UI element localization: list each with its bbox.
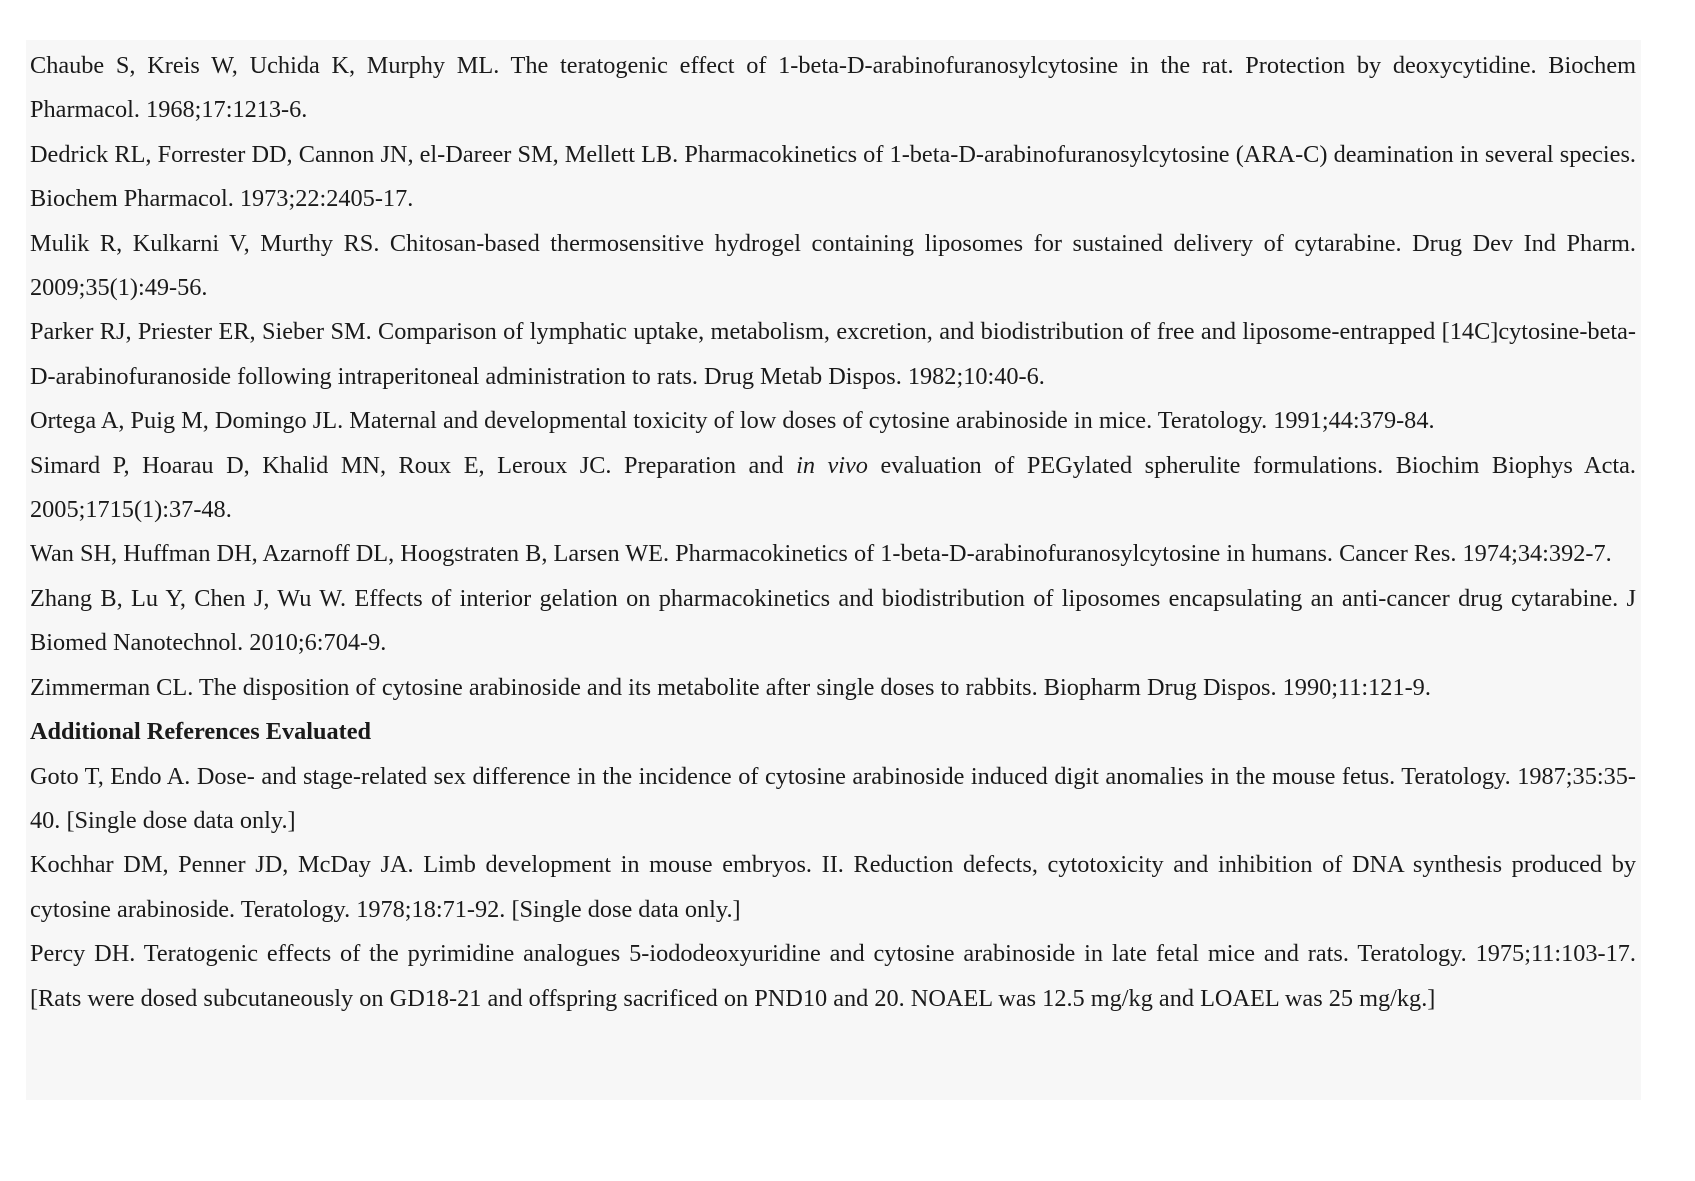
reference-simard-2005 (30, 444, 1636, 533)
reference-list (30, 44, 1636, 1021)
reference-zimmerman-1990: Zimmerman CL. The disposition of cytosine arabinoside and its metabolite after single doses to rabbits. Biopharm Drug Dispos. 1990;11:121-9. (30, 673, 1431, 701)
reference-chaube-1968: Chaube S, Kreis W, Uchida K, Murphy ML. The teratogenic effect of 1-beta-D-arabinofuranosylcytosine in the rat. Protection by deoxycytidine. Biochem Pharmacol. 1968;17:1213-6. (30, 52, 1636, 124)
additional-references-heading: Additional References Evaluated (30, 718, 372, 746)
reference-simard-2005-italic: in vivo (796, 451, 868, 479)
reference-zhang-2010: Zhang B, Lu Y, Chen J, Wu W. Effects of interior gelation on pharmacokinetics and biodistribution of liposomes encapsulating an anti-cancer drug cytarabine. J Biomed Nanotechnol. 2010;6:704-9. (30, 584, 1636, 657)
reference-wan-1974: Wan SH, Huffman DH, Azarnoff DL, Hoogstraten B, Larsen WE. Pharmacokinetics of 1-beta-D-arabinofuranosylcytosine in humans. Cancer Res. 1974;34:392-7. (30, 540, 1612, 568)
reference-mulik-2009: Mulik R, Kulkarni V, Murthy RS. Chitosan-based thermosensitive hydrogel containing liposomes for sustained delivery of cytarabine. Drug Dev Ind Pharm. 2009;35(1):49-56. (30, 229, 1636, 302)
reference-goto-1987: Goto T, Endo A. Dose- and stage-related sex difference in the incidence of cytosine arabinoside induced digit anomalies in the mouse fetus. Teratology. 1987;35:35-40. [Single dose data only.] (30, 762, 1636, 834)
document-page (26, 40, 1641, 1100)
reference-ortega-1991: Ortega A, Puig M, Domingo JL. Maternal and developmental toxicity of low doses of cytosine arabinoside in mice. Teratology. 1991;44:379-84. (30, 407, 1435, 435)
reference-parker-1982: Parker RJ, Priester ER, Sieber SM. Comparison of lymphatic uptake, metabolism, excretion, and biodistribution of free and liposome-entrapped [14C]cytosine-beta-D-arabinofuranoside following intraperitoneal administration to rats. Drug Metab Dispos. 1982;10:40-6. (30, 318, 1636, 390)
reference-simard-2005-part2: evaluation of PEGylated spherulite formulations. Biochim Biophys Acta. 2005;1715(1):37-48. (30, 451, 1636, 524)
reference-kochhar-1978: Kochhar DM, Penner JD, McDay JA. Limb development in mouse embryos. II. Reduction defects, cytotoxicity and inhibition of DNA synthesis produced by cytosine arabinoside. Teratology. 1978;18:71-92. [Single dose data only.] (30, 851, 1636, 923)
reference-percy-1975: Percy DH. Teratogenic effects of the pyrimidine analogues 5-iododeoxyuridine and cytosine arabinoside in late fetal mice and rats. Teratology. 1975;11:103-17. [Rats were dosed subcutaneously on GD18-21 and offspring sacrificed on PND10 and 20. NOAEL was 12.5 mg/kg and LOAEL was 25 mg/kg.] (30, 940, 1636, 1012)
reference-dedrick-1973: Dedrick RL, Forrester DD, Cannon JN, el-Dareer SM, Mellett LB. Pharmacokinetics of 1-beta-D-arabinofuranosylcytosine (ARA-C) deamination in several species. Biochem Pharmacol. 1973;22:2405-17. (30, 140, 1636, 213)
reference-simard-2005-part1: Simard P, Hoarau D, Khalid MN, Roux E, Leroux JC. Preparation and (30, 451, 797, 479)
